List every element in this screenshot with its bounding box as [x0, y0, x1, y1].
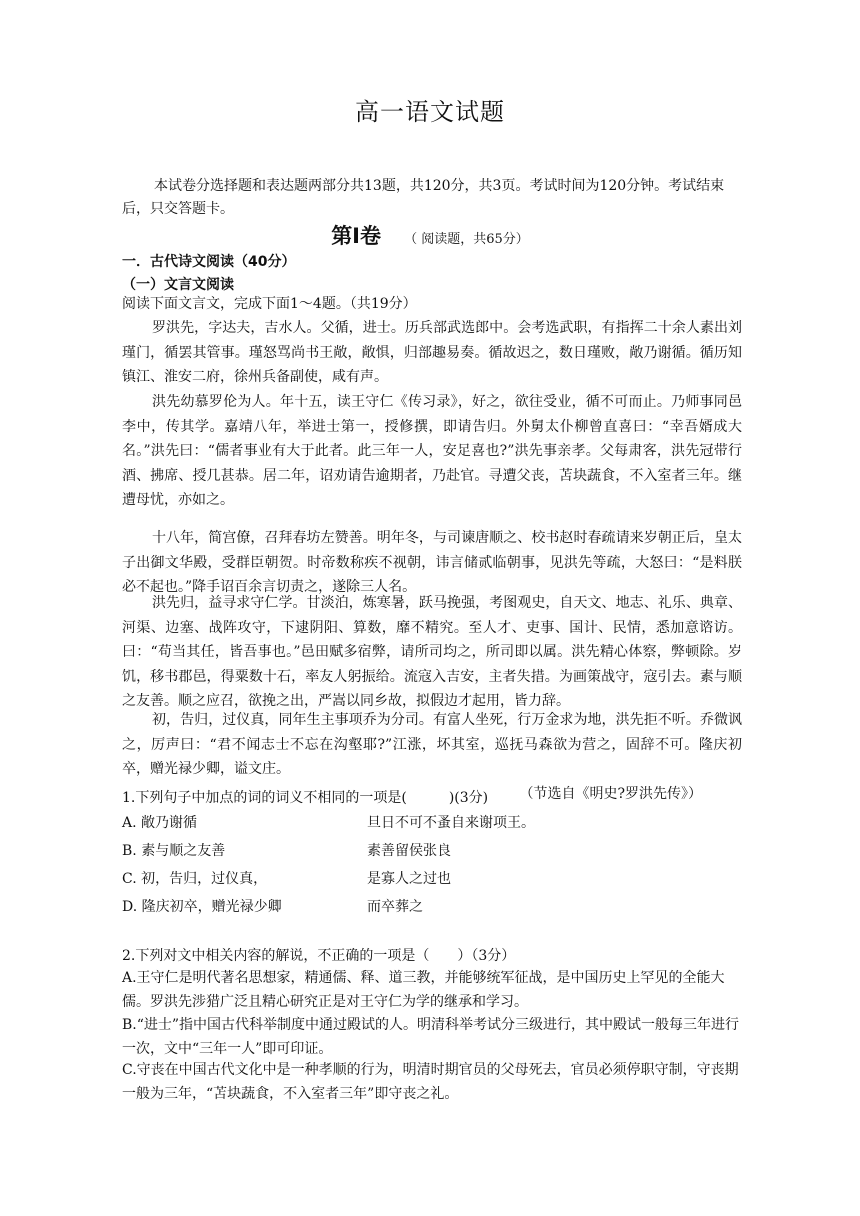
passage-paragraph: 罗洪先，字达夫，吉水人。父循，进士。历兵部武选郎中。会考选武职，有指挥二十余人素出刘瑾门，循罢其管事。瑾怒骂尚书王敞，敞惧，归部趣易奏。循故迟之，数日瑾败，敞乃谢循。循历知镇江、淮安二府，徐州兵备副使，咸有声。: [122, 320, 742, 385]
exam-intro: 本试卷分选择题和表达题两部分共13题，共120分，共3页。考试时间为120分钟。考试结束后，只交答题卡。: [122, 178, 725, 217]
option-compare: 是寡人之过也: [367, 871, 451, 887]
question-2-option: C.守丧在中国古代文化中是一种孝顺的行为，明清时期官员的父母死去，官员必须停职守制，守丧期一般为三年，“苫块蔬食，不入室者三年”即守丧之礼。: [122, 1062, 739, 1102]
subsection-heading: （一）文言文阅读: [122, 277, 234, 293]
page-title: 高一语文试题: [355, 98, 505, 126]
option-sentence: C. 初，告归，过仪真，: [122, 871, 268, 887]
volume-subtitle: （ 阅读题，共65分）: [404, 232, 529, 247]
question-1-option: [122, 840, 451, 860]
passage-source: （节选自《明史?罗洪先传》）: [519, 785, 702, 802]
option-sentence: D. 隆庆初卒，赠光禄少卿: [122, 899, 282, 915]
passage-paragraph: 洪先归，益寻求守仁学。甘淡泊，炼寒暑，跃马挽强，考图观史，自天文、地志、礼乐、典章、河渠、边塞、战阵攻守，下逮阴阳、算数，靡不精究。至人才、吏事、国计、民情，悉加意谘访。曰：“苟当其任，皆吾事也。”邑田赋多宿弊，请所司均之，所司即以属。洪先精心体察，弊顿除。岁饥，移书郡邑，得粟数十石，率友人躬振给。流寇入吉安，主者失措。为画策战守，寇引去。素与顺之友善。顺之应召，欲挽之出，严嵩以同乡故，拟假边才起用，皆力辞。: [122, 595, 742, 709]
passage-paragraph: 十八年，简宫僚，召拜春坊左赞善。明年冬，与司谏唐顺之、校书赵时春疏请来岁朝正后，皇太子出御文华殿，受群臣朝贺。时帝数称疾不视朝，讳言储贰临朝事，见洪先等疏，大怒曰：“是料朕必不起也。”降手诏百余言切责之，遂除三人名。: [122, 530, 742, 595]
option-compare: 旦日不可不蚤自来谢项王。: [367, 815, 535, 831]
reading-instruction: 阅读下面文言文，完成下面1～4题。（共19分）: [122, 296, 417, 312]
passage-text: 初，告归，过仪真，同年生主事项乔为分司。有富人坐死，行万金求为地，洪先拒不听。乔微讽之，厉声曰：“君不闻志士不忘在沟壑耶?”江涨，坏其室，巡抚马森欲为营之，固辞不可。隆庆初卒，赠光禄少卿，谥文庄。: [122, 712, 742, 777]
volume-heading: [0, 220, 860, 250]
question-1-option: [122, 812, 535, 832]
section-heading: 一．古代诗文阅读（40分）: [122, 254, 296, 270]
question-1-option: [122, 868, 451, 888]
question-1-stem: 1.下列句子中加点的词的词义不相同的一项是( )(3分): [122, 790, 489, 806]
option-compare: 而卒葬之: [367, 899, 423, 915]
volume-title: 第Ⅰ卷: [331, 224, 382, 248]
option-sentence: A. 敞乃谢循: [122, 815, 198, 831]
option-sentence: B. 素与顺之友善: [122, 843, 226, 859]
question-2-option: B.“进士”指中国古代科举制度中通过殿试的人。明清科举考试分三级进行，其中殿试一般每三年进行一次，文中“三年一人”即可印证。: [122, 1017, 740, 1057]
question-2-option: A.王守仁是明代著名思想家，精通儒、释、道三教，并能够统军征战，是中国历史上罕见的全能大儒。罗洪先涉猎广泛且精心研究正是对王守仁为学的继承和学习。: [122, 970, 725, 1010]
question-1-option: [122, 896, 423, 916]
option-compare: 素善留侯张良: [367, 843, 451, 859]
question-2-stem: 2.下列对文中相关内容的解说，不正确的一项是（ ）（3分）: [122, 948, 516, 964]
passage-paragraph: 洪先幼慕罗伦为人。年十五，读王守仁《传习录》，好之，欲往受业，循不可而止。乃师事同邑李中，传其学。嘉靖八年，举进士第一，授修撰，即请告归。外舅太仆柳曾直喜曰：“幸吾婿成大名。”洪先曰：“儒者事业有大于此者。此三年一人，安足喜也?”洪先事亲孝。父每肃客，洪先冠带行酒、拂席、授几甚恭。居二年，诏劝请告逾期者，乃赴官。寻遭父丧，苫块蔬食，不入室者三年。继遭母忧，亦如之。: [122, 394, 742, 508]
